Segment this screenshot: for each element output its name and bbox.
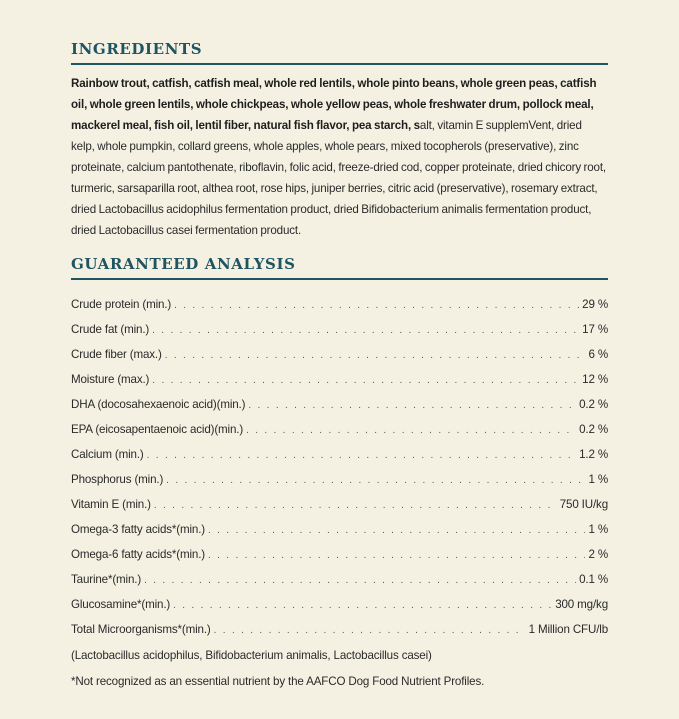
analysis-value: 750 IU/kg [559, 498, 608, 511]
leader-dots [248, 400, 576, 411]
analysis-value: 0.2 % [579, 398, 608, 411]
ingredients-regular-text: alt, vitamin E supplemVent, dried kelp, whole pumpkin, collard greens, whole apples, whole pears, mixed tocopherols (preservative), zinc proteinate, calcium pantothenate, riboflavin, folic acid, freeze-dried cod, copper proteinate, dried chicory root, turmeric, sarsaparilla root, althea root, rose hips, juniper berries, citric acid (preservative), rosemary extract, dried Lactobacillus acidophilus fermentation product, dried Bifidobacterium animalis fermentation product, dried Lactobacillus casei fermentation product. [71, 119, 606, 237]
analysis-label: Glucosamine*(min.) [71, 598, 171, 611]
analysis-label: Moisture (max.) [71, 373, 150, 386]
microorganisms-note: (Lactobacillus acidophilus, Bifidobacterium animalis, Lactobacillus casei) [71, 649, 432, 662]
analysis-row-omega-6 [71, 548, 608, 573]
leader-dots [173, 600, 552, 611]
analysis-label: Omega-6 fatty acids*(min.) [71, 548, 205, 561]
analysis-value: 1 % [588, 523, 608, 536]
analysis-row-vitamin-e [71, 498, 608, 523]
analysis-label: Vitamin E (min.) [71, 498, 151, 511]
analysis-value: 1 % [588, 473, 608, 486]
analysis-row-dha [71, 398, 608, 423]
leader-dots [208, 550, 585, 561]
analysis-row-phosphorus [71, 473, 608, 498]
analysis-label: Calcium (min.) [71, 448, 144, 461]
analysis-row-glucosamine [71, 598, 608, 623]
leader-dots [154, 500, 557, 511]
leader-dots [208, 525, 585, 536]
ingredients-heading: INGREDIENTS [71, 40, 608, 65]
leader-dots [147, 450, 576, 461]
leader-dots [144, 575, 576, 586]
leader-dots [165, 350, 586, 361]
leader-dots [166, 475, 585, 486]
analysis-label: Taurine*(min.) [71, 573, 142, 586]
analysis-row-epa [71, 423, 608, 448]
analysis-value: 12 % [582, 373, 608, 386]
leader-dots [246, 425, 576, 436]
analysis-row-omega-3 [71, 523, 608, 548]
analysis-row-crude-fiber [71, 348, 608, 373]
leader-dots [214, 625, 526, 636]
analysis-value: 0.1 % [579, 573, 608, 586]
analysis-row-crude-protein [71, 298, 608, 323]
guaranteed-analysis-heading: GUARANTEED ANALYSIS [71, 255, 608, 280]
analysis-label: EPA (eicosapentaenoic acid)(min.) [71, 423, 244, 436]
analysis-value: 1.2 % [579, 448, 608, 461]
analysis-value: 6 % [588, 348, 608, 361]
analysis-value: 29 % [582, 298, 608, 311]
analysis-value: 300 mg/kg [555, 598, 608, 611]
analysis-label: DHA (docosahexaenoic acid)(min.) [71, 398, 246, 411]
nutrition-label [0, 40, 679, 719]
analysis-label: Crude fiber (max.) [71, 348, 162, 361]
analysis-label: Omega-3 fatty acids*(min.) [71, 523, 205, 536]
analysis-label: Crude protein (min.) [71, 298, 172, 311]
analysis-label: Crude fat (min.) [71, 323, 150, 336]
analysis-value: 17 % [582, 323, 608, 336]
leader-dots [152, 375, 579, 386]
analysis-value: 1 Million CFU/lb [528, 623, 608, 636]
analysis-label: Phosphorus (min.) [71, 473, 164, 486]
analysis-row-crude-fat [71, 323, 608, 348]
analysis-row-moisture [71, 373, 608, 398]
analysis-row-taurine [71, 573, 608, 598]
analysis-row-total-microorganisms [71, 623, 608, 648]
guaranteed-analysis-list [71, 298, 608, 648]
aafco-footnote: *Not recognized as an essential nutrient by the AAFCO Dog Food Nutrient Profiles. [71, 675, 485, 688]
analysis-value: 0.2 % [579, 423, 608, 436]
ingredients-bold-text: Rainbow trout, catfish, catfish meal, whole red lentils, whole pinto beans, whole green peas, catfish oil, whole green lentils, whole chickpeas, whole yellow peas, whole freshwater drum, pollock meal, mackerel meal, fish oil, lentil fiber, natural fish flavor, pea starch, s [71, 77, 597, 132]
leader-dots [152, 325, 579, 336]
analysis-row-calcium [71, 448, 608, 473]
analysis-label: Total Microorganisms*(min.) [71, 623, 211, 636]
analysis-value: 2 % [588, 548, 608, 561]
leader-dots [174, 300, 579, 311]
ingredients-list [71, 73, 608, 241]
